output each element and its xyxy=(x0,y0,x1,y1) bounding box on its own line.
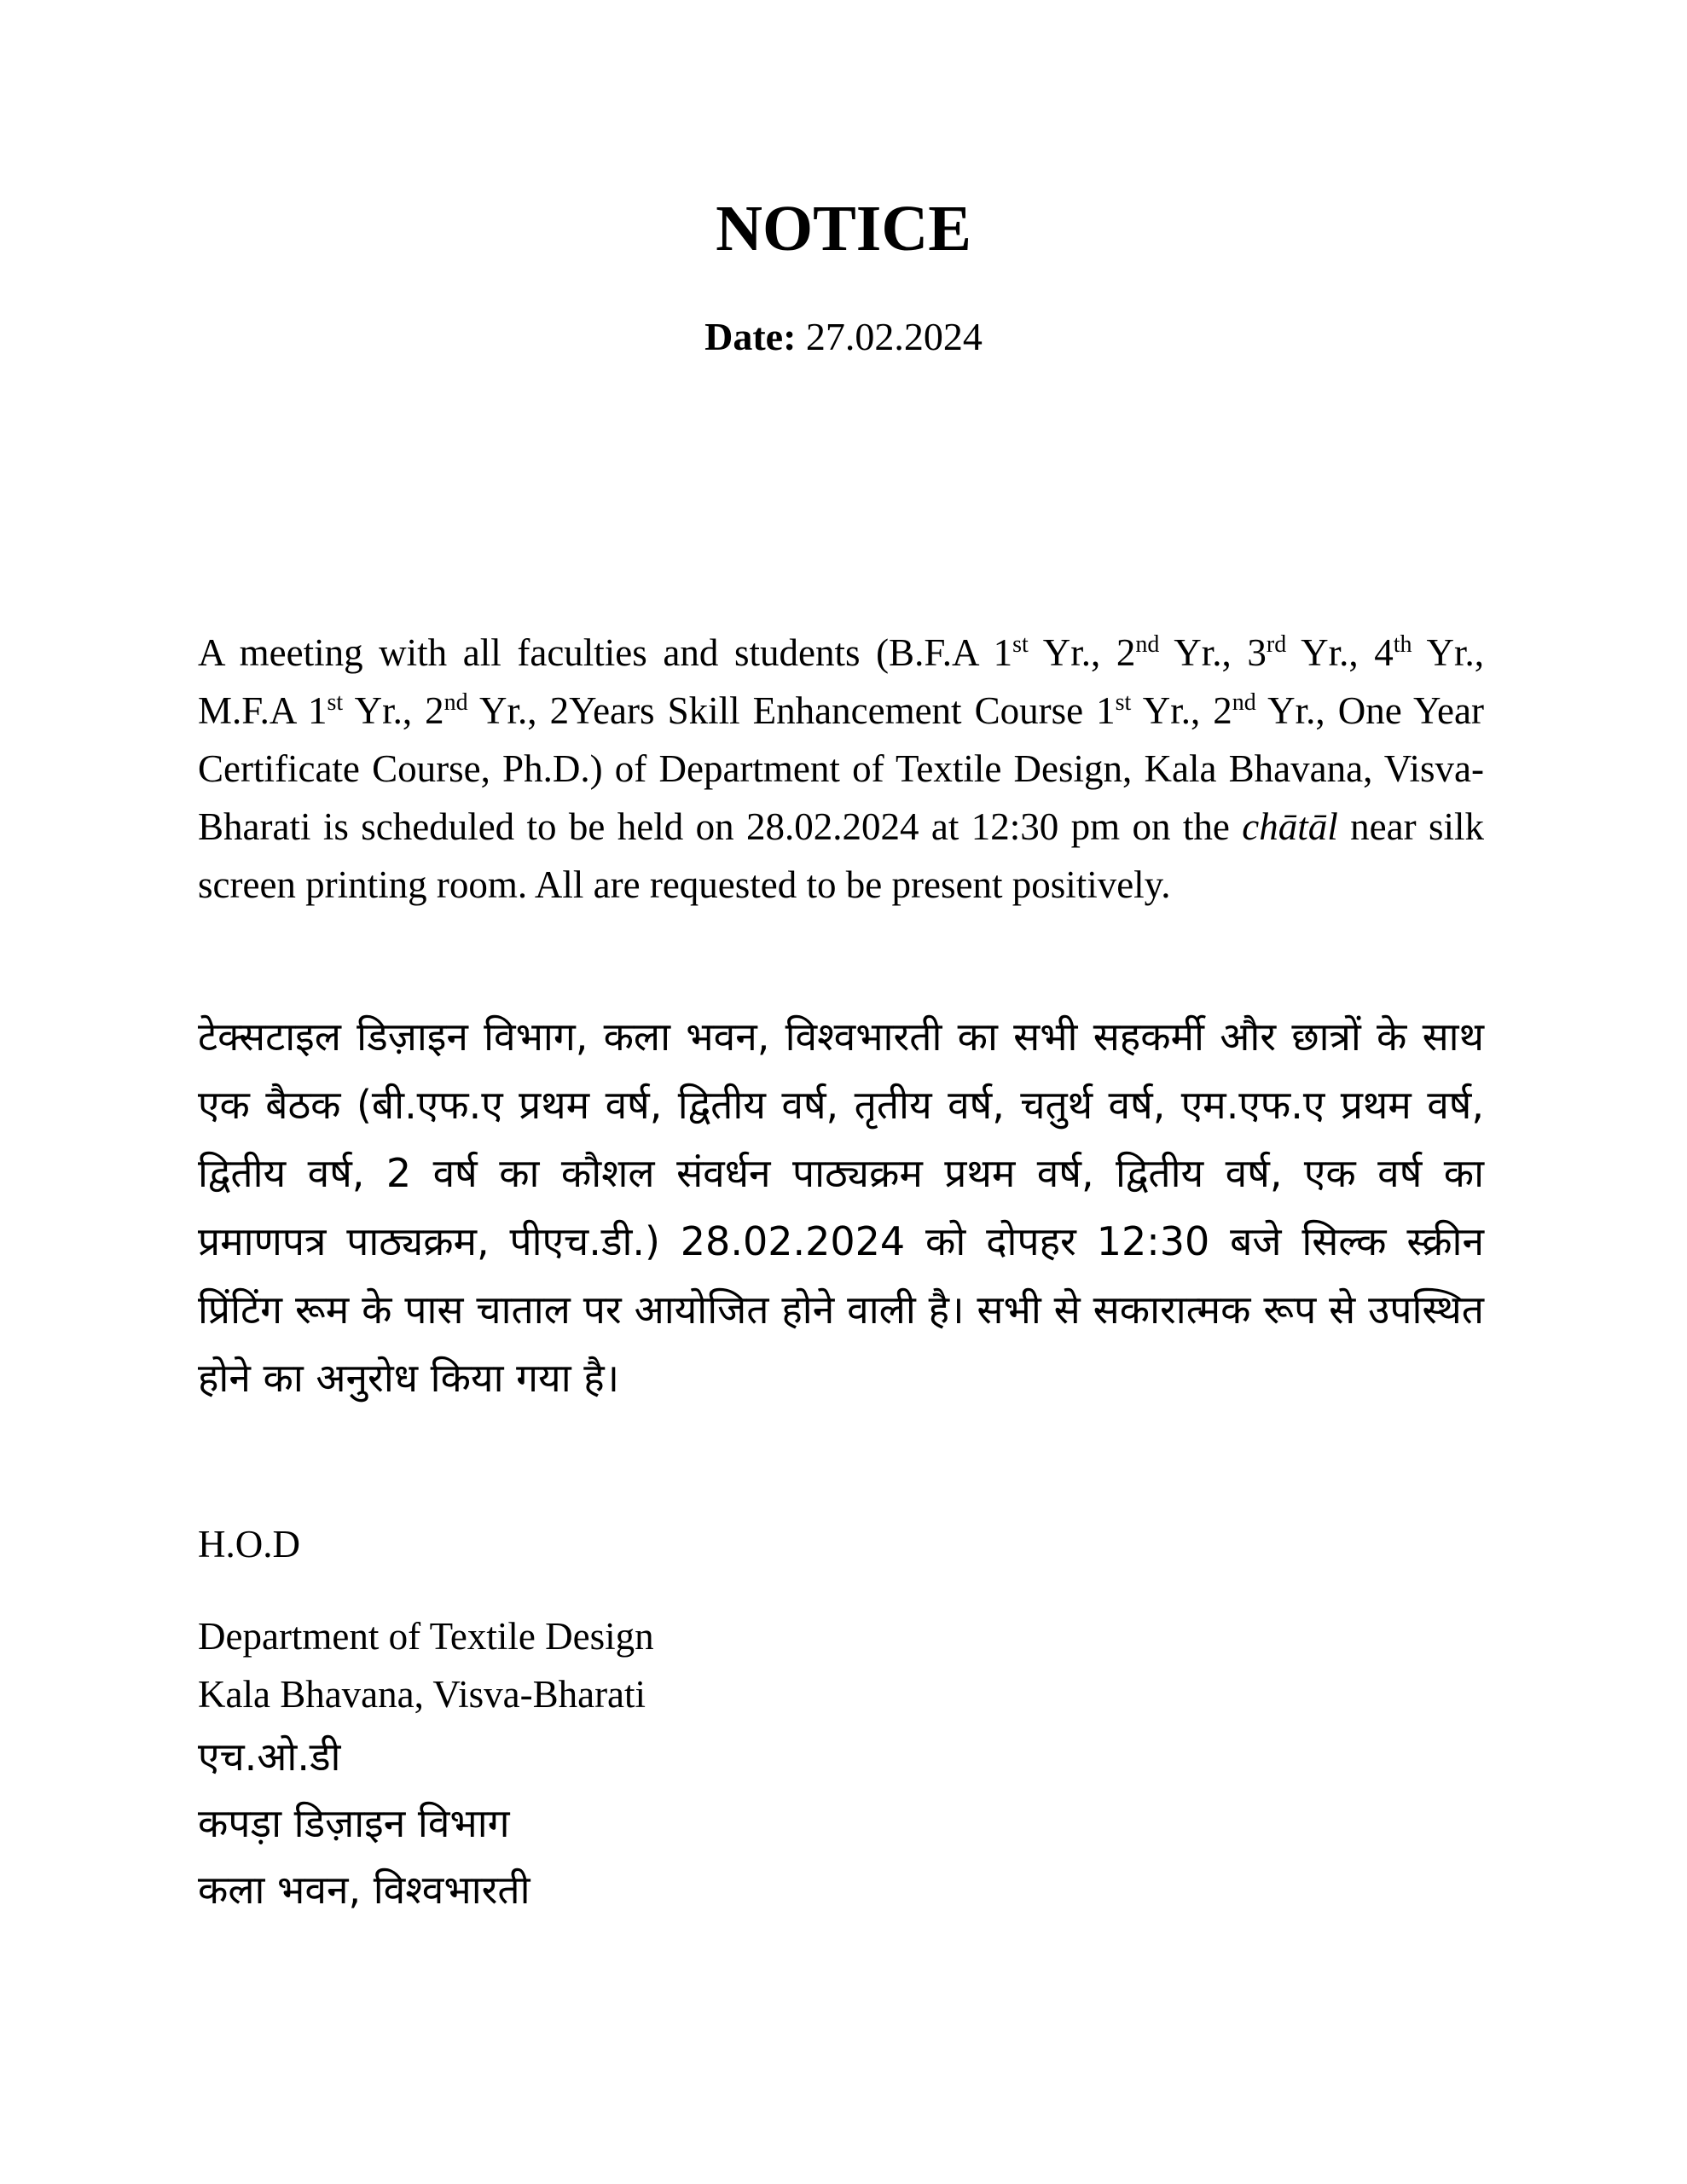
ordinal-suffix: st xyxy=(327,689,344,716)
institution-name: Kala Bhavana, Visva-Bharati xyxy=(198,1673,646,1716)
notice-title: NOTICE xyxy=(716,193,971,264)
english-text-5: Yr., M.F.A 1 xyxy=(198,631,1484,732)
signature-block-hindi xyxy=(198,1723,530,1923)
english-text-2: Yr., 2 xyxy=(1028,631,1136,674)
chatal-italic-word: chātāl xyxy=(1242,805,1338,848)
institution-name-hindi: कला भवन, विश्वभारती xyxy=(198,1867,530,1913)
english-text-9: Yr., One Year Certificate Course, Ph.D.) of Department of Textile Design, Kala Bhavana, Visva-Bharati is scheduled to be held on 28.02.2024 at 12:30 pm on the xyxy=(198,689,1484,848)
english-announcement xyxy=(198,624,1484,914)
english-text-7: Yr., 2Years Skill Enhancement Course 1 xyxy=(467,689,1116,732)
ordinal-suffix: rd xyxy=(1266,631,1287,658)
english-text-10: near silk screen printing room. All are requested to be present positively. xyxy=(198,805,1484,906)
department-name: Department of Textile Design xyxy=(198,1615,654,1658)
notice-date xyxy=(0,317,1687,357)
signature-block-english xyxy=(198,1607,654,1723)
department-name-hindi: कपड़ा डिज़ाइन विभाग xyxy=(198,1800,510,1846)
hod-title-hindi: एच.ओ.डी xyxy=(198,1734,341,1780)
english-text-6: Yr., 2 xyxy=(343,689,444,732)
date-label: Date: xyxy=(704,315,797,358)
english-text-1: A meeting with all faculties and students (B.F.A 1 xyxy=(198,631,1013,674)
ordinal-suffix: nd xyxy=(1232,689,1256,716)
ordinal-suffix: st xyxy=(1012,631,1029,658)
ordinal-suffix: nd xyxy=(1135,631,1160,658)
date-value: 27.02.2024 xyxy=(805,315,983,358)
ordinal-suffix: nd xyxy=(443,689,468,716)
english-text-8: Yr., 2 xyxy=(1131,689,1232,732)
ordinal-suffix: th xyxy=(1393,631,1412,658)
english-text-3: Yr., 3 xyxy=(1159,631,1267,674)
hindi-announcement: टेक्सटाइल डिज़ाइन विभाग, कला भवन, विश्वभारती का सभी सहकर्मी और छात्रों के साथ एक बैठक (बी.एफ.ए प्रथम वर्ष, द्वितीय वर्ष, तृतीय वर्ष, चतुर्थ वर्ष, एम.एफ.ए प्रथम वर्ष, द्वितीय वर्ष, 2 वर्ष का कौशल संवर्धन पाठ्यक्रम प्रथम वर्ष, द्वितीय वर्ष, एक वर्ष का प्रमाणपत्र पाठ्यक्रम, पीएच.डी.) 28.02.2024 को दोपहर 12:30 बजे सिल्क स्क्रीन प्रिंटिंग रूम के पास चाताल पर आयोजित होने वाली है। सभी से सकारात्मक रूप से उपस्थित होने का अनुरोध किया गया है। xyxy=(198,1014,1484,1401)
hod-title: H.O.D xyxy=(198,1523,300,1565)
ordinal-suffix: st xyxy=(1115,689,1132,716)
english-text-4: Yr., 4 xyxy=(1286,631,1394,674)
